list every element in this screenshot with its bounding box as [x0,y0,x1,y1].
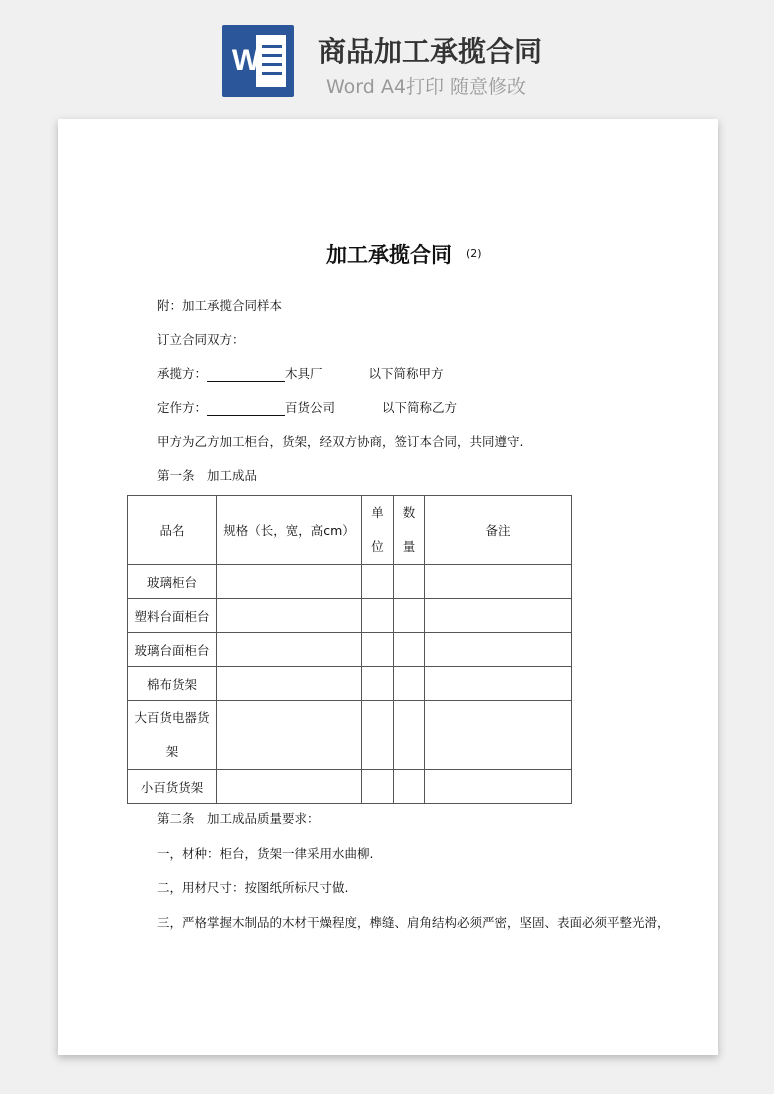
banner-subtitle: Word A4打印 随意修改 [326,76,527,98]
document-title: 加工承揽合同 [326,243,452,267]
cell [394,633,425,667]
table-row [128,770,572,804]
cell [362,701,394,770]
clause-1: 一，材种：柜台，货架一律采用水曲柳. [157,846,374,861]
row-name: 玻璃柜台 [128,565,217,599]
row-name: 玻璃台面柜台 [128,633,217,667]
party-a-line [157,364,444,382]
attachment-line: 附：加工承揽合同样本 [157,298,283,313]
header-spec: 规格（长，宽，高cm） [217,496,362,565]
cell [217,599,362,633]
cell [394,701,425,770]
cell [394,565,425,599]
header-qty [394,496,425,565]
cell [217,770,362,804]
word-icon [222,25,294,97]
cell [425,701,572,770]
cell [362,599,394,633]
document-title-suffix: (2) [466,247,482,260]
cell [394,770,425,804]
party-a-note: 以下简称甲方 [368,366,444,381]
banner [0,0,774,110]
document-page [58,119,718,1055]
cell [362,565,394,599]
party-b-name: 百货公司 [285,400,336,415]
parties-intro: 订立合同双方： [157,332,245,347]
party-b-blank [207,402,285,416]
party-a-blank [207,368,285,382]
preamble: 甲方为乙方加工柜台，货架，经双方协商，签订本合同，共同遵守. [157,434,524,449]
cell [362,633,394,667]
clause-3: 三，严格掌握木制品的木材干燥程度，榫缝、肩角结构必须严密，坚固、表面必须平整光滑， [157,915,670,930]
cell [425,599,572,633]
header-qty-1: 数 [402,505,416,520]
cell [394,599,425,633]
cell [217,701,362,770]
party-b-label: 定作方： [157,400,208,415]
banner-title: 商品加工承揽合同 [318,35,543,68]
party-b-note: 以下简称乙方 [382,400,458,415]
row-name-line1: 大百货电器货 [134,710,210,725]
cell [425,633,572,667]
cell [217,565,362,599]
cell [362,770,394,804]
header-unit [362,496,394,565]
party-b-line [157,398,457,416]
header-qty-2: 量 [402,539,416,554]
table-row [128,633,572,667]
cell [394,667,425,701]
cell [425,770,572,804]
clause-2: 二，用材尺寸：按图纸所标尺寸做. [157,880,349,895]
row-name: 棉布货架 [128,667,217,701]
row-name: 塑料台面柜台 [128,599,217,633]
cell [217,667,362,701]
cell [362,667,394,701]
table-row [128,599,572,633]
row-name-line2: 架 [165,744,179,759]
party-a-label: 承揽方： [157,366,208,381]
article-2-heading: 第二条 加工成品质量要求： [157,811,320,826]
row-name [128,701,217,770]
party-a-name: 木具厂 [285,366,323,381]
goods-table [127,495,572,804]
header-unit-2: 位 [371,539,384,554]
row-name: 小百货货架 [128,770,217,804]
table-row [128,565,572,599]
header-remarks: 备注 [425,496,572,565]
cell [217,633,362,667]
header-unit-1: 单 [371,505,384,520]
table-header-row [128,496,572,565]
table-row [128,701,572,770]
cell [425,565,572,599]
cell [425,667,572,701]
table-row [128,667,572,701]
article-1-heading: 第一条 加工成品 [157,468,258,483]
header-name: 品名 [128,496,217,565]
word-letter: W [231,44,261,77]
